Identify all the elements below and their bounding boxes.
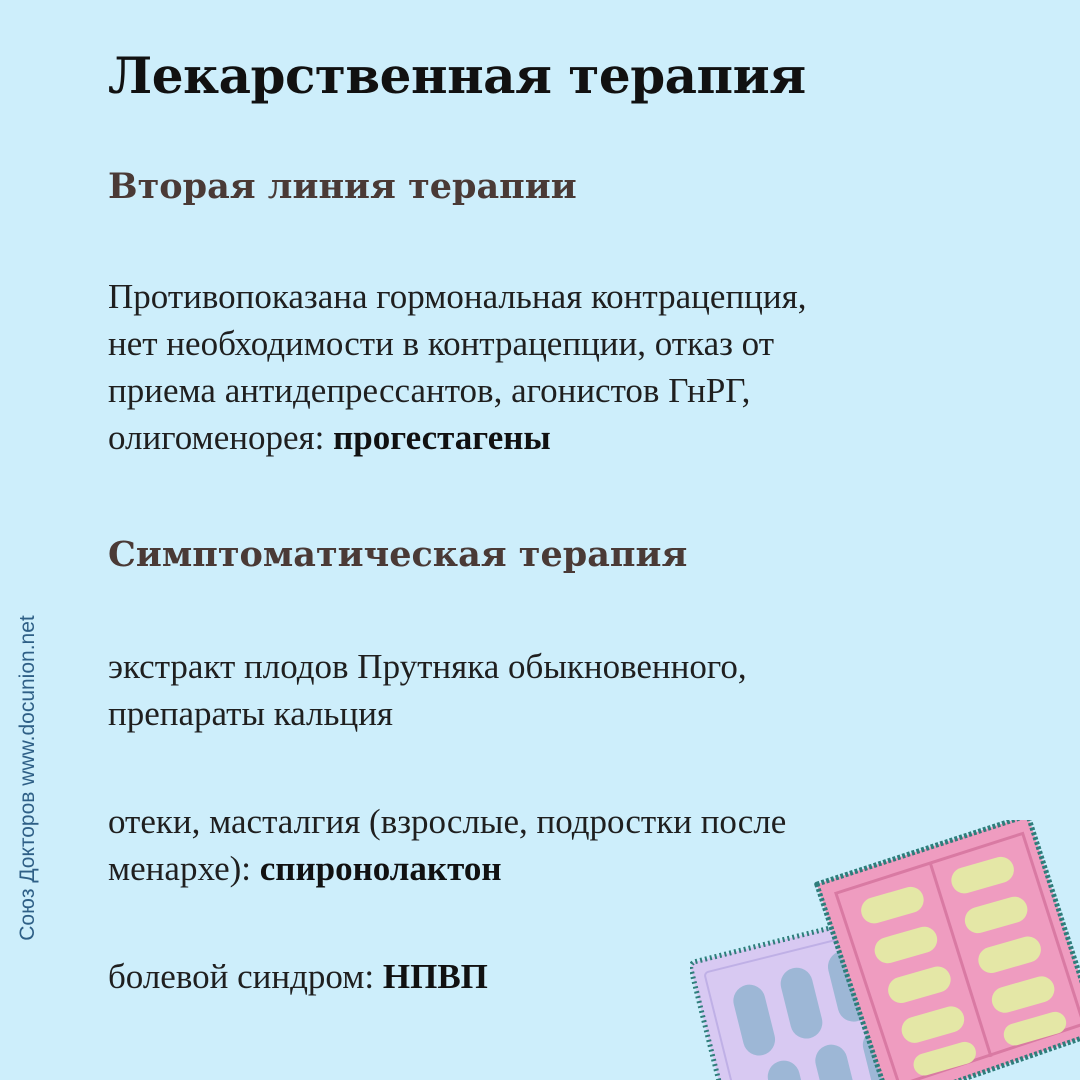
section-heading-second-line: Вторая линия терапии: [108, 166, 577, 207]
text-prefix: олигоменорея:: [108, 418, 334, 457]
pill-blister-packs-illustration: [690, 820, 1080, 1080]
text-line: отеки, масталгия (взрослые, подростки после: [108, 802, 787, 841]
text-line: [108, 845, 786, 892]
text-line: нет необходимости в контрацепции, отказ от: [108, 324, 775, 363]
text-line: Противопоказана гормональная контрацепция,: [108, 277, 807, 316]
text-line: препараты кальция: [108, 694, 394, 733]
page-title: Лекарственная терапия: [108, 46, 806, 105]
symptomatic-item-2: [108, 798, 786, 892]
symptomatic-item-3: [108, 953, 488, 1000]
text-prefix: менархе):: [108, 849, 260, 888]
text-line: экстракт плодов Прутняка обыкновенного,: [108, 647, 747, 686]
second-line-paragraph: [108, 273, 806, 461]
drug-name-spironolactone: спиронолактон: [259, 849, 502, 888]
side-credit-label: Союз Докторов www.docunion.net: [16, 615, 39, 941]
text-line: [108, 953, 488, 1000]
text-line: [108, 414, 806, 461]
drug-name-nsaids: НПВП: [382, 957, 488, 996]
section-heading-symptomatic: Симптоматическая терапия: [108, 534, 688, 575]
text-line: приема антидепрессантов, агонистов ГнРГ,: [108, 371, 751, 410]
drug-name-progestagens: прогестагены: [333, 418, 551, 457]
text-prefix: болевой синдром:: [108, 957, 383, 996]
symptomatic-item-1: [108, 643, 747, 737]
